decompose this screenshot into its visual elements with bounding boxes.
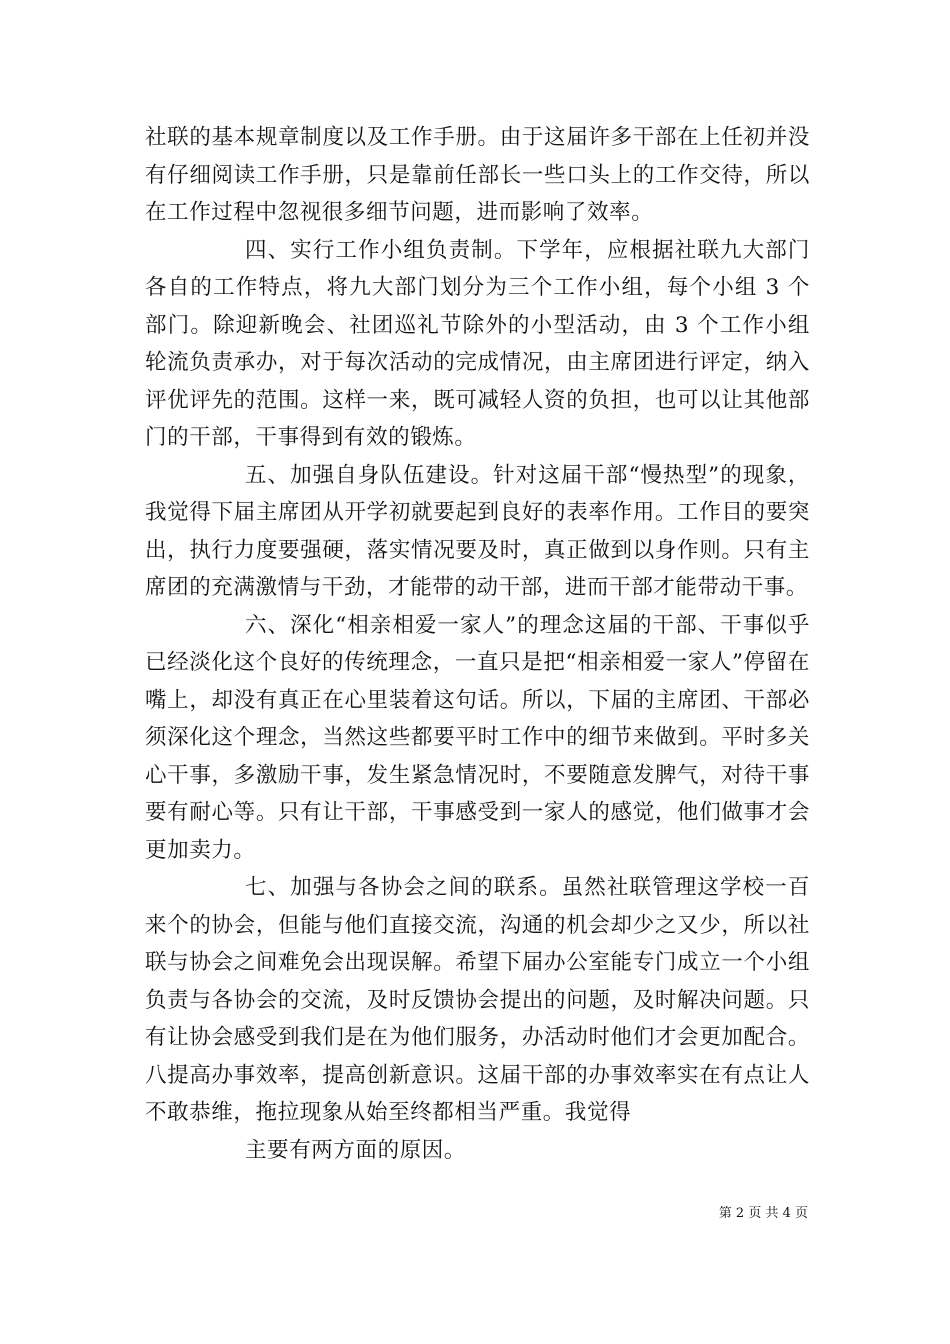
paragraph-1: 社联的基本规章制度以及工作手册。由于这届许多干部在上任初并没有仔细阅读工作手册，只是靠前任部长一些口头上的工作交待，所以在工作过程中忽视很多细节问题，进而影响了效率。 [145,125,810,225]
paragraph-3: 五、加强自身队伍建设。针对这届干部“慢热型”的现象，我觉得下届主席团从开学初就要起到良好的表率作用。工作目的要突出，执行力度要强硬，落实情况要及时，真正做到以身作则。只有主席团的充满激情与干劲，才能带的动干部，进而干部才能带动干事。 [145,462,810,600]
document-body [145,119,810,1169]
paragraph-2: 四、实行工作小组负责制。下学年，应根据社联九大部门各自的工作特点，将九大部门划分为三个工作小组，每个小组 3 个部门。除迎新晚会、社团巡礼节除外的小型活动，由 3 个工作小组轮流负责承办，对于每次活动的完成情况，由主席团进行评定，纳入评优评先的范围。这样一来，既可减轻人资的负担，也可以让其他部门的干部，干事得到有效的锻炼。 [145,237,810,450]
paragraph-4: 六、深化“相亲相爱一家人”的理念这届的干部、干事似乎已经淡化这个良好的传统理念，一直只是把“相亲相爱一家人”停留在嘴上，却没有真正在心里装着这句话。所以，下届的主席团、干部必须深化这个理念，当然这些都要平时工作中的细节来做到。平时多关心干事，多激励干事，发生紧急情况时，不要随意发脾气，对待干事要有耐心等。只有让干部，干事感受到一家人的感觉，他们做事才会更加卖力。 [145,612,810,863]
page-number-footer: 第 2 页 共 4 页 [718,1206,808,1221]
paragraph-5: 七、加强与各协会之间的联系。虽然社联管理这学校一百来个的协会，但能与他们直接交流，沟通的机会却少之又少，所以社联与协会之间难免会出现误解。希望下届办公室能专门成立一个小组负责与各协会的交流，及时反馈协会提出的问题，及时解决问题。只有让协会感受到我们是在为他们服务，办活动时他们才会更加配合。八提高办事效率，提高创新意识。这届干部的办事效率实在有点让人不敢恭维，拖拉现象从始至终都相当严重。我觉得 [145,875,810,1125]
paragraph-6: 主要有两方面的原因。 [245,1137,467,1163]
